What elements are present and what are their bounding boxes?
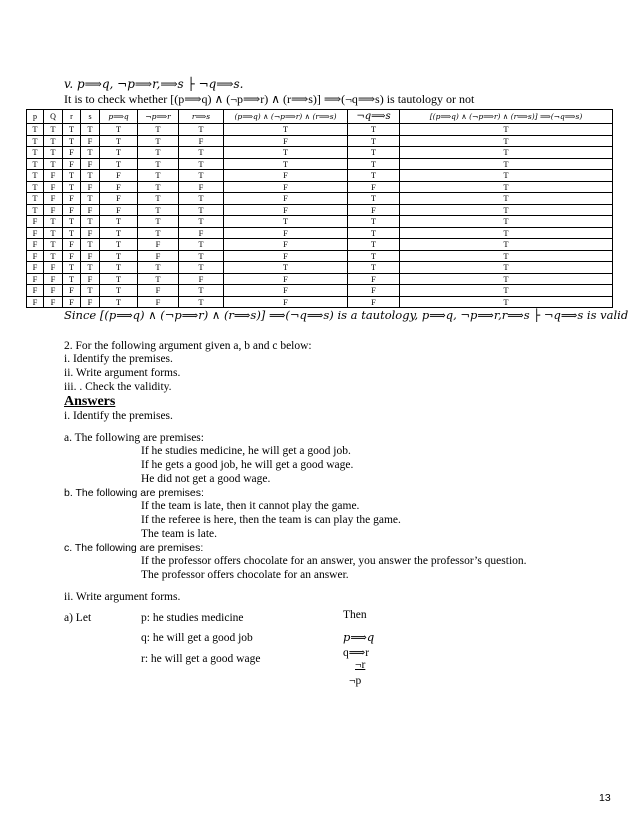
truth-table-cell: T: [63, 135, 81, 147]
truth-table-cell: T: [348, 193, 400, 205]
truth-table-cell: T: [179, 170, 224, 182]
truth-table-cell: F: [100, 193, 138, 205]
truth-table-row: [27, 250, 613, 262]
premise-c-1: If the professor offers chocolate for an answer, you answer the professor’s question.: [141, 555, 527, 567]
truth-table-row: [27, 158, 613, 170]
truth-table: [26, 109, 613, 308]
truth-table-cell: T: [27, 204, 44, 216]
truth-table-cell: T: [100, 262, 138, 274]
truth-table-cell: F: [81, 227, 100, 239]
truth-table-header-cell: Q: [44, 110, 63, 124]
truth-table-header-cell: [(p⟹q) ∧ (¬p⟹r) ∧ (r⟹s)] ⟹(¬q⟹s): [400, 110, 613, 124]
truth-table-cell: T: [27, 124, 44, 136]
truth-table-row: [27, 285, 613, 297]
truth-table-cell: T: [63, 181, 81, 193]
truth-table-cell: T: [224, 124, 348, 136]
truth-table-cell: F: [81, 250, 100, 262]
truth-table-cell: T: [63, 262, 81, 274]
truth-table-cell: F: [224, 170, 348, 182]
truth-table-cell: T: [44, 239, 63, 251]
truth-table-cell: T: [138, 262, 179, 274]
let-r: r: he will get a good wage: [141, 653, 261, 665]
truth-table-cell: T: [400, 124, 613, 136]
truth-table-cell: F: [81, 158, 100, 170]
statement-v: v. p⟹q, ¬p⟹r,⟹s ├ ¬q⟹s.: [64, 77, 244, 91]
derivation-line-1: p⟹q: [343, 630, 375, 644]
truth-table-cell: T: [400, 285, 613, 297]
truth-table-cell: T: [224, 147, 348, 159]
truth-table-row: [27, 193, 613, 205]
truth-table-cell: T: [179, 216, 224, 228]
truth-table-header-cell: p: [27, 110, 44, 124]
truth-table-cell: F: [100, 204, 138, 216]
truth-table-cell: T: [138, 147, 179, 159]
truth-table-cell: T: [179, 296, 224, 308]
truth-table-cell: F: [224, 296, 348, 308]
truth-table-cell: T: [179, 193, 224, 205]
truth-table-cell: T: [138, 193, 179, 205]
truth-table-cell: T: [138, 216, 179, 228]
truth-table-cell: T: [400, 135, 613, 147]
premise-a-2: If he gets a good job, he will get a good wage.: [141, 459, 354, 471]
truth-table-cell: F: [100, 181, 138, 193]
truth-table-cell: F: [138, 250, 179, 262]
truth-table-cell: T: [400, 227, 613, 239]
truth-table-header-cell: (p⟹q) ∧ (¬p⟹r) ∧ (r⟹s): [224, 110, 348, 124]
derivation-conclusion: ¬p: [349, 675, 362, 687]
truth-table-cell: F: [63, 239, 81, 251]
truth-table-header: [27, 110, 613, 124]
truth-table-cell: F: [81, 135, 100, 147]
derivation-line-3: ¬r: [355, 659, 366, 671]
truth-table-cell: T: [400, 193, 613, 205]
truth-table-cell: T: [400, 273, 613, 285]
answers-part-ii: ii. Write argument forms.: [64, 591, 181, 603]
truth-table-row: [27, 216, 613, 228]
truth-table-cell: T: [100, 216, 138, 228]
truth-table-cell: F: [138, 296, 179, 308]
truth-table-cell: T: [348, 135, 400, 147]
truth-table-cell: T: [27, 135, 44, 147]
truth-table-cell: T: [100, 273, 138, 285]
premise-a-1: If he studies medicine, he will get a good job.: [141, 445, 351, 457]
truth-table-row: [27, 181, 613, 193]
truth-table-cell: T: [44, 216, 63, 228]
truth-table-cell: T: [81, 239, 100, 251]
truth-table-row: [27, 135, 613, 147]
question-intro: 2. For the following argument given a, b and c below:: [64, 340, 312, 352]
truth-table-cell: T: [81, 285, 100, 297]
truth-table-cell: T: [44, 124, 63, 136]
then-label: Then: [343, 609, 367, 621]
truth-table-cell: F: [348, 296, 400, 308]
truth-table-cell: F: [44, 285, 63, 297]
tautology-conclusion: Since [(p⟹q) ∧ (¬p⟹r) ∧ (r⟹s)] ⟹(¬q⟹s) is a tautology, p⟹q, ¬p⟹r,r⟹s ├ ¬q⟹s is valid: [64, 308, 629, 322]
premises-c-label: c. The following are premises:: [64, 542, 204, 554]
truth-table-cell: T: [27, 193, 44, 205]
truth-table-cell: T: [44, 147, 63, 159]
truth-table-cell: T: [138, 158, 179, 170]
truth-table-cell: F: [27, 239, 44, 251]
truth-table-cell: T: [400, 204, 613, 216]
truth-table-cell: T: [100, 239, 138, 251]
truth-table-cell: T: [348, 216, 400, 228]
truth-table-cell: T: [179, 250, 224, 262]
premise-b-3: The team is late.: [141, 528, 217, 540]
truth-table-row: [27, 262, 613, 274]
let-q: q: he will get a good job: [141, 632, 253, 644]
truth-table-row: [27, 147, 613, 159]
truth-table-cell: F: [224, 250, 348, 262]
truth-table-cell: T: [224, 262, 348, 274]
truth-table-cell: T: [348, 158, 400, 170]
truth-table-cell: F: [348, 285, 400, 297]
truth-table-cell: T: [348, 239, 400, 251]
premise-c-2: The professor offers chocolate for an answer.: [141, 569, 349, 581]
truth-table-cell: F: [63, 285, 81, 297]
truth-table-cell: F: [81, 204, 100, 216]
truth-table-cell: T: [44, 250, 63, 262]
truth-table-cell: T: [400, 158, 613, 170]
truth-table-cell: T: [100, 135, 138, 147]
truth-table-row: [27, 239, 613, 251]
truth-table-cell: T: [81, 124, 100, 136]
truth-table-cell: F: [63, 147, 81, 159]
premises-a-label: a. The following are premises:: [64, 432, 204, 444]
truth-table-cell: T: [63, 124, 81, 136]
let-p: p: he studies medicine: [141, 612, 244, 624]
truth-table-cell: T: [100, 227, 138, 239]
premise-a-3: He did not get a good wage.: [141, 473, 271, 485]
truth-table-cell: F: [63, 158, 81, 170]
premise-b-1: If the team is late, then it cannot play the game.: [141, 500, 360, 512]
truth-table-cell: T: [100, 296, 138, 308]
truth-table-cell: F: [224, 193, 348, 205]
truth-table-row: [27, 296, 613, 308]
truth-table-cell: F: [348, 273, 400, 285]
truth-table-cell: T: [63, 273, 81, 285]
truth-table-cell: T: [400, 170, 613, 182]
truth-table-row: [27, 273, 613, 285]
truth-table-cell: T: [138, 204, 179, 216]
truth-table-cell: F: [100, 170, 138, 182]
truth-table-cell: T: [27, 147, 44, 159]
truth-table-cell: T: [400, 239, 613, 251]
truth-table-cell: T: [348, 227, 400, 239]
truth-table-cell: T: [138, 170, 179, 182]
truth-table-cell: F: [27, 262, 44, 274]
truth-table-cell: F: [138, 239, 179, 251]
truth-table-cell: T: [224, 158, 348, 170]
truth-table-cell: F: [44, 204, 63, 216]
truth-table-cell: T: [100, 124, 138, 136]
truth-table-cell: F: [348, 204, 400, 216]
truth-table-cell: F: [138, 285, 179, 297]
forms-let-label: a) Let: [64, 612, 92, 624]
truth-table-header-cell: r⟹s: [179, 110, 224, 124]
question-item-3: iii. . Check the validity.: [64, 381, 172, 393]
premises-b-label: b. The following are premises:: [64, 487, 204, 499]
truth-table-cell: T: [179, 124, 224, 136]
truth-table-cell: T: [100, 147, 138, 159]
truth-table-cell: T: [179, 204, 224, 216]
truth-table-cell: T: [138, 135, 179, 147]
question-item-2: ii. Write argument forms.: [64, 367, 181, 379]
truth-table-cell: T: [81, 262, 100, 274]
truth-table-cell: T: [138, 124, 179, 136]
premise-b-2: If the referee is here, then the team is can play the game.: [141, 514, 401, 526]
truth-table-row: [27, 204, 613, 216]
truth-table-cell: F: [63, 250, 81, 262]
truth-table-cell: F: [63, 296, 81, 308]
truth-table-cell: T: [63, 170, 81, 182]
truth-table-cell: T: [179, 285, 224, 297]
truth-table-cell: T: [400, 181, 613, 193]
truth-table-cell: T: [44, 135, 63, 147]
truth-table-cell: T: [179, 239, 224, 251]
check-statement: It is to check whether [(p⟹q) ∧ (¬p⟹r) ∧ (r⟹s)] ⟹(¬q⟹s) is tautology or not: [64, 92, 475, 106]
truth-table-cell: T: [100, 250, 138, 262]
truth-table-cell: F: [179, 181, 224, 193]
truth-table-cell: F: [224, 135, 348, 147]
truth-table-cell: F: [44, 193, 63, 205]
truth-table-cell: T: [81, 147, 100, 159]
truth-table-cell: F: [348, 181, 400, 193]
truth-table-cell: T: [63, 216, 81, 228]
truth-table-cell: T: [81, 170, 100, 182]
truth-table-cell: F: [224, 273, 348, 285]
truth-table-cell: F: [224, 239, 348, 251]
truth-table-cell: T: [348, 147, 400, 159]
derivation-line-2: q⟹r: [343, 647, 370, 659]
truth-table-cell: T: [138, 227, 179, 239]
truth-table-cell: F: [224, 204, 348, 216]
answers-part-i: i. Identify the premises.: [64, 410, 173, 422]
truth-table-cell: T: [179, 158, 224, 170]
truth-table-cell: T: [400, 262, 613, 274]
truth-table-cell: F: [27, 216, 44, 228]
truth-table-cell: T: [63, 227, 81, 239]
truth-table-cell: T: [27, 181, 44, 193]
truth-table-header-cell: p⟹q: [100, 110, 138, 124]
truth-table-cell: T: [44, 158, 63, 170]
truth-table-cell: T: [400, 250, 613, 262]
truth-table-cell: F: [27, 296, 44, 308]
truth-table-cell: F: [179, 273, 224, 285]
truth-table-cell: T: [179, 147, 224, 159]
truth-table-cell: F: [27, 250, 44, 262]
truth-table-cell: T: [400, 147, 613, 159]
truth-table-cell: F: [63, 204, 81, 216]
truth-table-cell: T: [348, 250, 400, 262]
truth-table-cell: F: [179, 135, 224, 147]
truth-table-cell: T: [400, 296, 613, 308]
truth-table-cell: T: [44, 227, 63, 239]
truth-table-row: [27, 227, 613, 239]
truth-table-cell: F: [81, 181, 100, 193]
truth-table-cell: T: [27, 170, 44, 182]
truth-table-header-cell: s: [81, 110, 100, 124]
truth-table-cell: T: [81, 216, 100, 228]
truth-table-row: [27, 124, 613, 136]
truth-table-cell: T: [348, 262, 400, 274]
truth-table-cell: T: [179, 262, 224, 274]
truth-table-cell: F: [44, 296, 63, 308]
truth-table-cell: T: [100, 285, 138, 297]
truth-table-cell: F: [63, 193, 81, 205]
truth-table-cell: F: [27, 285, 44, 297]
truth-table-cell: T: [348, 170, 400, 182]
truth-table-cell: T: [81, 193, 100, 205]
question-item-1: i. Identify the premises.: [64, 353, 173, 365]
truth-table-cell: F: [224, 181, 348, 193]
truth-table-cell: F: [81, 296, 100, 308]
truth-table-header-cell: r: [63, 110, 81, 124]
truth-table-cell: F: [27, 273, 44, 285]
truth-table-cell: F: [224, 285, 348, 297]
truth-table-cell: F: [44, 170, 63, 182]
truth-table-cell: T: [224, 216, 348, 228]
truth-table-cell: F: [27, 227, 44, 239]
truth-table-cell: T: [348, 124, 400, 136]
page-number: 13: [599, 792, 611, 804]
truth-table-cell: F: [44, 273, 63, 285]
truth-table-cell: F: [81, 273, 100, 285]
answers-heading: Answers: [64, 394, 116, 409]
truth-table-cell: T: [27, 158, 44, 170]
truth-table-cell: F: [224, 227, 348, 239]
truth-table-cell: F: [44, 181, 63, 193]
truth-table-cell: F: [44, 262, 63, 274]
truth-table-cell: T: [138, 181, 179, 193]
truth-table-cell: F: [179, 227, 224, 239]
truth-table-cell: T: [100, 158, 138, 170]
truth-table-cell: T: [400, 216, 613, 228]
truth-table-header-cell: ¬p⟹r: [138, 110, 179, 124]
truth-table-row: [27, 170, 613, 182]
truth-table-header-cell: ¬q⟹s: [348, 110, 400, 124]
truth-table-cell: T: [138, 273, 179, 285]
